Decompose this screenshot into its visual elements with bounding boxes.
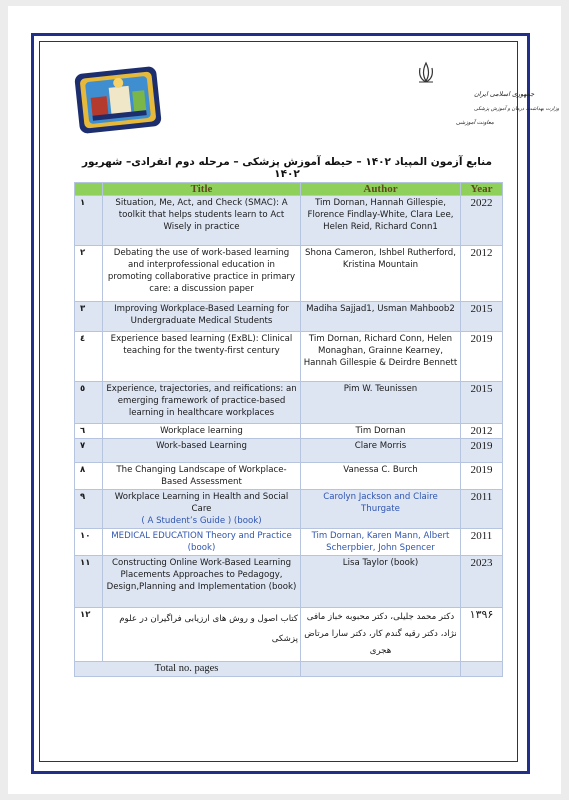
- table-row: [75, 246, 503, 302]
- row-number: ١١: [75, 556, 103, 608]
- table-row-total: [75, 662, 503, 677]
- table-row: [75, 382, 503, 424]
- header-num: [75, 183, 103, 196]
- row-title: MEDICAL EDUCATION Theory and Practice (book): [103, 529, 301, 556]
- row-author: Clare Morris: [301, 439, 461, 463]
- row-author: Tim Dornan, Hannah Gillespie, Florence Findlay-White, Clara Lee, Helen Reid, Richard Conn1: [301, 196, 461, 246]
- total-year-cell: [461, 662, 503, 677]
- row-title: Constructing Online Work-Based Learning Placements Approaches to Pedagogy, Design,Planning and Implementation (book): [103, 556, 301, 608]
- row-year: ۱۳۹۶: [461, 608, 503, 662]
- header-title: Title: [103, 183, 301, 196]
- row-title: Situation, Me, Act, and Check (SMAC): A toolkit that helps students learn to Act Wisely in practice: [103, 196, 301, 246]
- row-author: Tim Dornan: [301, 424, 461, 439]
- row-title: Work-based Learning: [103, 439, 301, 463]
- row-number: ٩: [75, 490, 103, 529]
- row-year: 2019: [461, 439, 503, 463]
- row-number: ١: [75, 196, 103, 246]
- row-title: [103, 490, 301, 529]
- row-number: ٣: [75, 302, 103, 332]
- row-number: ٤: [75, 332, 103, 382]
- ministry-seal-icon: [386, 58, 560, 138]
- row-title: Workplace learning: [103, 424, 301, 439]
- document-title: منابع آزمون المپیاد ۱۴۰۲ – حیطه آموزش پزشکی – مرحله دوم انفرادی– شهریور ۱۴۰۲: [82, 156, 492, 180]
- table-row: [75, 463, 503, 490]
- row-title: Debating the use of work-based learning and interprofessional education in promoting collaborative practice in primary care: a discussion paper: [103, 246, 301, 302]
- table-row: [75, 424, 503, 439]
- seal-line-1: جمهوری اسلامی ایران: [474, 90, 535, 98]
- row-author: Tim Dornan, Karen Mann, Albert Scherpbier, John Spencer: [301, 529, 461, 556]
- table-row: [75, 556, 503, 608]
- row-author: Madiha Sajjad1, Usman Mahboob2: [301, 302, 461, 332]
- total-author-cell: [301, 662, 461, 677]
- row-title: Experience based learning (ExBL): Clinical teaching for the twenty-first century: [103, 332, 301, 382]
- row-author: Carolyn Jackson and Claire Thurgate: [301, 490, 461, 529]
- row-year: 2023: [461, 556, 503, 608]
- table-row: [75, 529, 503, 556]
- row-number: ٥: [75, 382, 103, 424]
- table-header-row: [75, 183, 503, 196]
- row-year: 2015: [461, 302, 503, 332]
- table-row: [75, 332, 503, 382]
- row-year: 2012: [461, 246, 503, 302]
- row-number: ٢: [75, 246, 103, 302]
- row-title: Improving Workplace-Based Learning for Undergraduate Medical Students: [103, 302, 301, 332]
- row-number: ١٠: [75, 529, 103, 556]
- row-author: Tim Dornan, Richard Conn, Helen Monaghan, Grainne Kearney, Hannah Gillespie & Deirdre Bennett: [301, 332, 461, 382]
- row-year: 2011: [461, 490, 503, 529]
- row-author: Pim W. Teunissen: [301, 382, 461, 424]
- header-year: Year: [461, 183, 503, 196]
- table-row: [75, 196, 503, 246]
- row-year: 2019: [461, 332, 503, 382]
- table-row: [75, 608, 503, 662]
- row-number: ٧: [75, 439, 103, 463]
- row-year: 2022: [461, 196, 503, 246]
- row-author: Lisa Taylor (book): [301, 556, 461, 608]
- sources-table: [74, 182, 503, 677]
- table-row: [75, 490, 503, 529]
- table-row: [75, 302, 503, 332]
- row-year: 2011: [461, 529, 503, 556]
- row-title-main: Workplace Learning in Health and Social Care: [114, 492, 289, 514]
- table-row: [75, 439, 503, 463]
- row-title: کتاب اصول و روش های ارزیابی فراگیران در علوم پزشکی: [103, 608, 301, 662]
- row-year: 2019: [461, 463, 503, 490]
- row-author: Vanessa C. Burch: [301, 463, 461, 490]
- seal-line-2: وزارت بهداشت، درمان و آموزش پزشکی: [474, 106, 560, 112]
- row-author: دکتر محمد جلیلی، دکتر محبوبه خباز مافی نژاد، دکتر رقیه گندم کار، دکتر سارا مرتاض هجری: [301, 608, 461, 662]
- seal-line-3: معاونت آموزشی: [456, 120, 494, 126]
- row-year: 2012: [461, 424, 503, 439]
- header-author: Author: [301, 183, 461, 196]
- row-title-suffix: ( A Student’s Guide ) (book): [141, 516, 262, 526]
- row-number: ٨: [75, 463, 103, 490]
- row-number: ٦: [75, 424, 103, 439]
- total-pages-label: Total no. pages: [75, 662, 301, 677]
- olympiad-logo-icon: [73, 65, 163, 135]
- row-year: 2015: [461, 382, 503, 424]
- row-title: The Changing Landscape of Workplace-Based Assessment: [103, 463, 301, 490]
- row-number: ١٢: [75, 608, 103, 662]
- row-title: Experience, trajectories, and reifications: an emerging framework of practice-based learning in healthcare workplaces: [103, 382, 301, 424]
- row-author: Shona Cameron, Ishbel Rutherford, Kristina Mountain: [301, 246, 461, 302]
